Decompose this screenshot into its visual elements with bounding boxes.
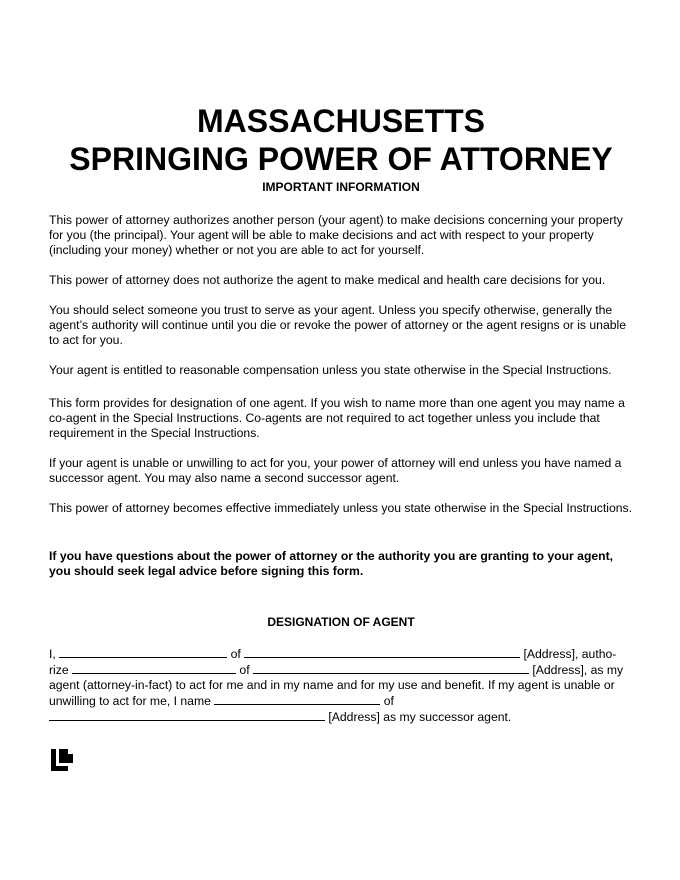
- paragraph-compensation: Your agent is entitled to reasonable compensation unless you state otherwise in the Special Instructions.: [49, 363, 612, 377]
- principal-address-field[interactable]: [244, 646, 520, 658]
- paragraph-medical-exclusion: This power of attorney does not authorize the agent to make medical and health care decisions for you.: [49, 273, 606, 287]
- paragraph-effective-date: This power of attorney becomes effective immediately unless you state otherwise in the Special Instructions.: [49, 501, 633, 515]
- designation-of-agent-clause: [49, 646, 633, 725]
- paragraph-co-agent: This form provides for designation of one agent. If you wish to name more than one agent you may name a co-agent in the Special Instructions. Co-agents are not required to act together unless you include that requirement in the Special Instructions.: [49, 396, 625, 440]
- designation-line2-suffix: [Address], as my: [532, 663, 624, 677]
- paragraph-authorization: This power of attorney authorizes another person (your agent) to make decisions concerning your property for you (the principal). Your agent will be able to make decisions and act with respect to your property (including your money) whether or not you are able to act for yourself.: [49, 213, 623, 257]
- document-logo-icon: [51, 749, 73, 771]
- designation-line4-prefix: unwilling to act for me, I name: [49, 694, 211, 708]
- designation-line-principal: [49, 646, 633, 662]
- successor-agent-address-field[interactable]: [49, 709, 325, 721]
- agent-address-field[interactable]: [253, 662, 529, 674]
- document-title-line2: SPRINGING POWER OF ATTORNEY: [69, 141, 613, 177]
- paragraph-select-agent: You should select someone you trust to serve as your agent. Unless you specify otherwise, generally the agent’s authority will continue until you die or revoke the power of attorney or the agent resigns or is unable to act for you.: [49, 303, 626, 347]
- agent-name-field[interactable]: [72, 662, 236, 674]
- principal-name-field[interactable]: [59, 646, 227, 658]
- important-information-heading: IMPORTANT INFORMATION: [262, 180, 420, 194]
- designation-line2-prefix: rize: [49, 663, 69, 677]
- designation-line-agent: [49, 662, 633, 678]
- designation-line-successor-address: [49, 709, 633, 725]
- paragraph-successor-agent: If your agent is unable or unwilling to act for you, your power of attorney will end unless you have named a successor agent. You may also name a second successor agent.: [49, 456, 622, 485]
- designation-line1-prefix: I,: [49, 647, 56, 661]
- designation-line4-of: of: [383, 694, 394, 708]
- designation-line5-suffix: [Address] as my successor agent.: [328, 710, 512, 724]
- successor-agent-name-field[interactable]: [214, 693, 380, 705]
- designation-of-agent-heading: DESIGNATION OF AGENT: [267, 615, 415, 629]
- designation-line2-of: of: [239, 663, 250, 677]
- document-title-line1: MASSACHUSETTS: [196, 103, 485, 139]
- designation-line1-suffix: [Address], autho-: [523, 647, 617, 661]
- designation-line-successor: [49, 693, 633, 709]
- legal-advice-warning: If you have questions about the power of attorney or the authority you are granting to your agent, you should seek legal advice before signing this form.: [49, 549, 614, 578]
- designation-line-attorney-in-fact: agent (attorney-in-fact) to act for me and in my name and for my use and benefit. If my agent is unable or: [49, 678, 615, 692]
- designation-line1-of: of: [230, 647, 241, 661]
